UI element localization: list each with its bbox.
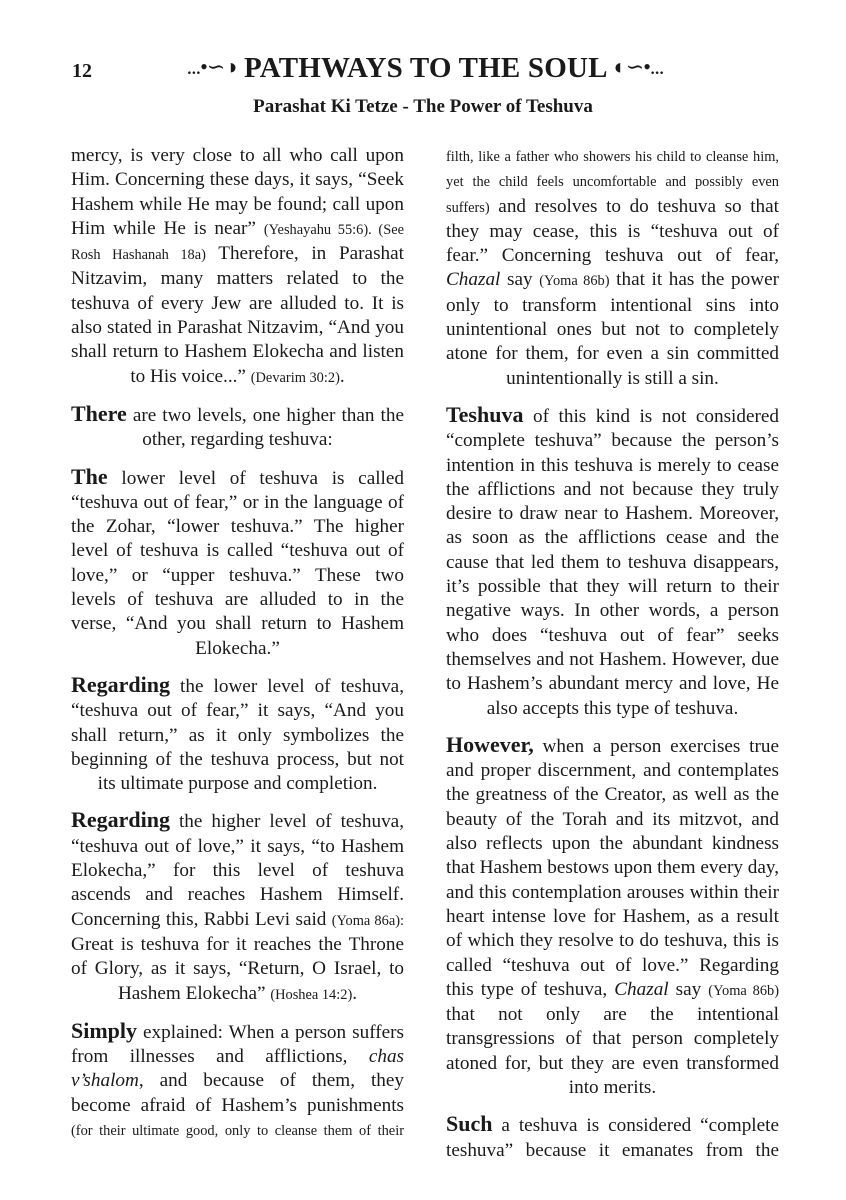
body-text: the lower level of teshuva, “teshuva out of fear,” it says, “And you shall return,” as it only symbolizes the beginning of the teshuva process, but not its ultimate purpose and completion. <box>71 675 404 795</box>
paragraph <box>446 733 779 1100</box>
body-text: are two levels, one higher than the other, regarding teshuva: <box>126 404 404 451</box>
body-text: Great is teshuva for it reaches the Throne of Glory, as it says, “Return, O Israel, to Hashem Elokecha” <box>71 933 404 1004</box>
citation: (Hoshea 14:2) <box>270 986 353 1003</box>
body-text: that not only are the intentional transgressions of that person completely atoned for, but they are even transformed into merits. <box>446 1004 779 1098</box>
body-text: explained: When a person suffers from illnesses and afflictions, <box>71 1021 404 1068</box>
lead-word: Such <box>446 1111 493 1137</box>
body-text: Therefore, in Parashat Nitzavim, many matters related to the teshuva of every Jew are alluded to. It is also stated in Parashat Nitzavim, “And you shall return to Hashem Elokecha and listen to His voice...” <box>71 243 404 387</box>
chapter-subtitle: Parashat Ki Tetze - The Power of Teshuva <box>253 96 593 117</box>
lead-word: Regarding <box>71 807 170 833</box>
page-number: 12 <box>72 60 92 82</box>
body-text: say <box>500 269 540 291</box>
book-title: PATHWAYS TO THE SOUL <box>243 52 607 84</box>
citation: (Yoma 86b) <box>539 273 610 290</box>
paragraph <box>71 402 404 453</box>
body-text: and resolves to do teshuva so that they may cease, this is “teshuva out of fear.” Concerning teshuva out of fear, <box>446 195 779 267</box>
citation: (Yeshayahu 55:6). (See Rosh Hashanah 18a) <box>71 221 404 264</box>
citation: (Yoma 86b) <box>708 982 780 999</box>
citation: (for their ultimate good, only to cleanse them of their <box>71 1122 404 1139</box>
right-column <box>446 144 779 1175</box>
body-text: say <box>668 978 709 1000</box>
paragraph <box>71 465 404 661</box>
paragraph <box>71 808 404 1006</box>
lead-word: The <box>71 463 108 489</box>
body-text: a teshuva is considered “complete teshuva” because it emanates from the <box>446 1115 779 1161</box>
body-text: of this kind is not considered “complete teshuva” because the person’s intention in this teshuva is merely to cease the afflictions and not because they truly desire to draw near to Hashem. Moreover, as soon as the afflictions cease and the cause that led them to teshuva disappears, it’s possible that they will return to their negative ways. In other words, a person who does “teshuva out of fear” seeks themselves and not Hashem. However, due to Hashem’s abundant mercy and love, He also accepts this type of teshuva. <box>446 405 779 719</box>
body-text: when a person exercises true and proper discernment, and contemplates the greatness of the Creator, as well as the beauty of the Torah and its mitzvot, and also reflects upon the abundant kindness that Hashem bestows upon them every day, and this contemplation arouses within their heart intense love for Hashem, as a result of which they resolve to do teshuva, this is called “teshuva out of love.” Regarding this type of teshuva, <box>446 735 779 1000</box>
paragraph <box>446 144 779 391</box>
citation: filth, like a father who showers his child to cleanse him, yet the child feels uncomfortable and possibly even suffers) <box>446 149 779 216</box>
lead-word: Simply <box>71 1017 138 1043</box>
lead-word: Regarding <box>71 671 170 697</box>
lead-word: Teshuva <box>446 401 524 427</box>
citation: (Yoma 86a): <box>331 912 404 929</box>
citation: (Devarim 30:2) <box>250 369 340 386</box>
body-text: . <box>352 982 358 1004</box>
ornament-right-icon: ◐∽•... <box>613 54 664 79</box>
lead-word: There <box>71 400 127 426</box>
body-text: mercy, is very close to all who call upon Him. Concerning these days, it says, “Seek Hashem while He may be found; call upon Him while He is near” <box>71 145 404 239</box>
paragraph <box>71 673 404 796</box>
body-text: . <box>339 365 345 387</box>
body-text: the higher level of teshuva, “teshuva out of love,” it says, “to Hashem Elokecha,” for this level of teshuva ascends and reaches Hashem Himself. Concerning this, Rabbi Levi said <box>71 811 404 930</box>
paragraph <box>71 1019 404 1143</box>
paragraph <box>446 403 779 721</box>
italic-term: Chazal <box>614 978 669 1000</box>
ornament-left-icon: ...•∽◑ <box>186 54 237 79</box>
body-text: lower level of teshuva is called “teshuva out of fear,” or in the language of the Zohar, “lower teshuva.” The higher level of teshuva is called “teshuva out of love,” or “upper teshuva.” These two levels of teshuva are alluded to in the verse, “And you shall return to Hashem Elokecha.” <box>71 467 404 659</box>
running-head <box>130 52 720 85</box>
lead-word: However, <box>446 731 534 757</box>
italic-term: chas v’shalom <box>71 1046 404 1092</box>
paragraph <box>71 144 404 390</box>
left-column <box>71 144 404 1155</box>
italic-term: Chazal <box>446 269 501 291</box>
body-text: , and because of them, they become afraid of Hashem’s punishments <box>71 1070 404 1116</box>
body-text: that it has the power only to transform intentional sins into unintentional ones but not to completely atone for them, for even a sin committed unintentionally is still a sin. <box>446 269 780 389</box>
paragraph <box>446 1112 779 1163</box>
